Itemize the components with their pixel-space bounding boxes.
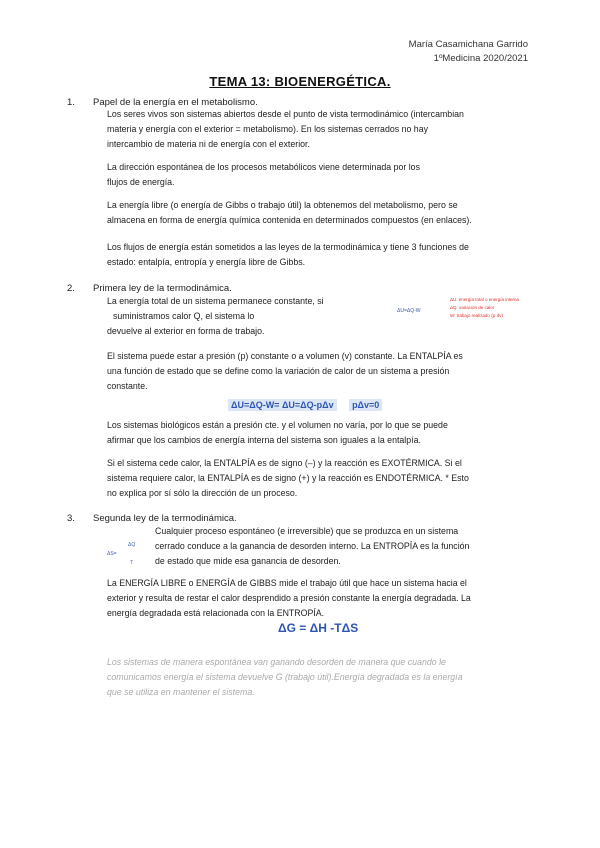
- text-line: intercambio de materia ni de energía con el exterior.: [107, 139, 310, 149]
- enthalpy-formula: ΔU=ΔQ-W= ΔU=ΔQ-pΔv: [228, 399, 337, 411]
- first-law-side-formula: ΔU=ΔQ-W: [397, 308, 421, 314]
- text-line: sistema requiere calor, la ENTALPÍA es de signo (+) y la reacción es ENDOTÉRMICA. * Esto: [107, 473, 469, 483]
- legend-line: ΔU: energía total o energía interna: [450, 297, 520, 302]
- s1-paragraph-3: [107, 198, 547, 228]
- author-name: María Casamichana Garrido: [408, 39, 528, 50]
- text-line: La dirección espontánea de los procesos metabólicos viene determinada por los: [107, 162, 420, 172]
- text-line: La energía total de un sistema permanece constante, si: [107, 296, 324, 306]
- entropy-label: ΔS=: [107, 551, 117, 557]
- s3-paragraph-2: [107, 576, 547, 621]
- section-2-number: 2.: [67, 283, 75, 294]
- section-1-number: 1.: [67, 97, 75, 108]
- first-law-legend: [450, 296, 550, 320]
- text-line: Los sistemas de manera espontánea van ganando desorden de manera que cuando le: [107, 657, 446, 667]
- text-line: exterior y resulta de restar el calor desprendido a presión constante la energía degradada. La: [107, 593, 471, 603]
- s1-paragraph-4: [107, 240, 547, 270]
- text-line: de estado que mide esa ganancia de desorden.: [155, 556, 341, 566]
- text-line: El sistema puede estar a presión (p) constante o a volumen (v) constante. La ENTALPÍA es: [107, 351, 463, 361]
- text-line: suministramos calor Q, el sistema lo: [113, 311, 255, 321]
- text-line: materia y energía con el exterior = metabolismo). En los sistemas cerrados no hay: [107, 124, 428, 134]
- section-2-heading: Primera ley de la termodinámica.: [93, 283, 232, 294]
- section-3-number: 3.: [67, 513, 75, 524]
- text-line: Cualquier proceso espontáneo (e irreversible) que se produzca en un sistema: [155, 526, 459, 536]
- author-block: [409, 38, 528, 66]
- gibbs-formula: ΔG = ΔH -TΔS: [278, 621, 359, 635]
- s3-paragraph-1: [155, 524, 535, 569]
- text-line: comunicamos energía el sistema devuelve G (trabajo útil).Energía degradada es la energía: [107, 672, 463, 682]
- legend-line: ΔQ: variación de calor: [450, 305, 495, 310]
- text-line: Si el sistema cede calor, la ENTALPÍA es de signo (–) y la reacción es EXOTÉRMICA. Si el: [107, 458, 462, 468]
- text-line: afirmar que los cambios de energía interna del sistema son iguales a la entalpía.: [107, 435, 421, 445]
- enthalpy-formula-row: [228, 395, 382, 413]
- s2-paragraph-3: [107, 418, 547, 448]
- text-line: una función de estado que se define como la variación de calor de un sistema a presión: [107, 366, 450, 376]
- s1-paragraph-1: [107, 107, 537, 152]
- text-line: Los sistemas biológicos están a presión cte. y el volumen no varía, por lo que se puede: [107, 420, 448, 430]
- s2-paragraph-4: [107, 456, 547, 501]
- text-line: cerrado conduce a la ganancia de desorden interno. La ENTROPÍA es la función: [155, 541, 470, 551]
- text-line: Los seres vivos son sistemas abiertos desde el punto de vista termodinámico (intercambian: [107, 109, 464, 119]
- text-line: energía degradada está relacionada con la ENTROPÍA.: [107, 608, 325, 618]
- pressure-volume-formula: pΔv=0: [349, 399, 382, 411]
- text-line: flujos de energía.: [107, 177, 175, 187]
- text-line: no explica por sí sólo la dirección de un proceso.: [107, 488, 298, 498]
- legend-line: W: trabajo realizado (p·dv): [450, 313, 503, 318]
- text-line: Los flujos de energía están sometidos a las leyes de la termodinámica y tiene 3 funciones de: [107, 242, 469, 252]
- entropy-formula: [107, 540, 152, 570]
- text-line: que se utiliza en mantener el sistema.: [107, 687, 255, 697]
- course-label: 1ºMedicina 2020/2021: [433, 53, 528, 64]
- s1-paragraph-2: [107, 160, 537, 190]
- section-1-heading: Papel de la energía en el metabolismo.: [93, 97, 258, 108]
- s2-paragraph-2: [107, 349, 547, 394]
- gray-note: [107, 655, 547, 700]
- page-title: TEMA 13: BIOENERGÉTICA.: [209, 74, 391, 89]
- section-3-heading: Segunda ley de la termodinámica.: [93, 513, 237, 524]
- s2-paragraph-1: [107, 294, 367, 339]
- text-line: estado: entalpía, entropía y energía libre de Gibbs.: [107, 257, 306, 267]
- entropy-numerator: ΔQ: [128, 542, 136, 548]
- text-line: devuelve al exterior en forma de trabajo.: [107, 326, 265, 336]
- entropy-denominator: T: [130, 560, 134, 566]
- text-line: almacena en forma de energía química contenida en determinados compuestos (en enlaces).: [107, 215, 472, 225]
- text-line: constante.: [107, 381, 148, 391]
- text-line: La ENERGÍA LIBRE o ENERGÍA de GIBBS mide el trabajo útil que hace un sistema hacia el: [107, 578, 467, 588]
- text-line: La energía libre (o energía de Gibbs o trabajo útil) la obtenemos del metabolismo, pero se: [107, 200, 458, 210]
